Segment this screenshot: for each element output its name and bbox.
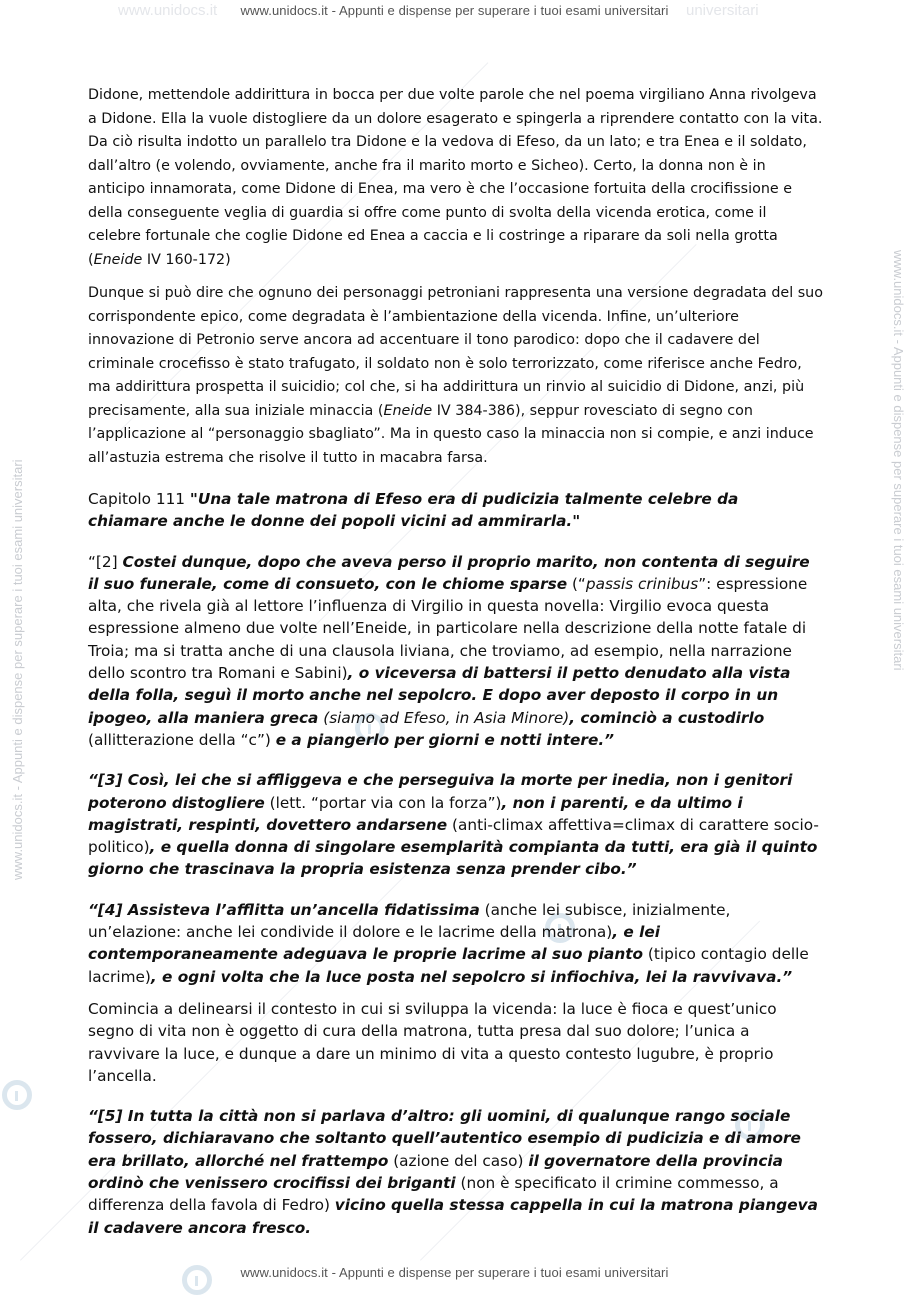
latin-quote: passis crinibus (585, 574, 699, 593)
chapter-label: Capitolo 111 (88, 490, 190, 508)
translation: e a piangerlo per giorni e notti intere.” (275, 730, 615, 749)
commentary: (non è specificato il crimine commesso, a differenza della favola di Fedro) (88, 1174, 779, 1215)
commentary: ”: espressione alta, che rivela già al lettore l’influenza di Virgilio in questa novella: Virgilio evoca questa espressione almeno due volte nell’Eneide, in particolare nella descrizione della notte fatale di Troia; ma si tratta anche di una clausola liviana, che troviamo, ad esempio, nella narrazione dello scontro tra Romani e Sabini) (88, 574, 808, 683)
commentary: (tipico contagio delle lacrime) (88, 945, 809, 986)
translation: “[4] Assisteva l’afflitta un’ancella fidatissima (88, 900, 480, 919)
watermark-faint-top: www.unidocs.it (118, 2, 218, 19)
section-2 (88, 551, 823, 752)
commentary: (lett. “portar via con la forza”) (264, 793, 502, 812)
watermark-side-left: www.unidocs.it - Appunti e dispense per superare i tuoi esami universitari (10, 459, 25, 880)
translation: “[3] Così, lei che si affliggeva e che perseguiva la morte per inedia, non i genitori poterono distogliere (88, 771, 793, 812)
text: IV 160-172) (142, 251, 231, 268)
watermark-faint-top-right: universitari (686, 2, 759, 19)
translation: , cominciò a custodirlo (569, 708, 765, 727)
section-4 (88, 899, 823, 988)
translation: il governatore della provincia ordinò che venissero crocifissi dei briganti (88, 1151, 783, 1193)
commentary: (allitterazione della “c”) (88, 730, 276, 749)
paragraph-didone (88, 84, 823, 272)
work-title: Eneide (93, 251, 143, 268)
footer-watermark: www.unidocs.it - Appunti e dispense per superare i tuoi esami universitari (240, 1265, 669, 1280)
text: (“ (567, 574, 586, 593)
translation: , non i parenti, e da ultimo i magistrati, respinti, dovettero andarsene (88, 793, 743, 834)
document-body (88, 84, 823, 1249)
chapter-quote: "Una tale matrona di Efeso era di pudicizia talmente celebre da chiamare anche le donne dei popoli vicini ad ammirarla." (88, 490, 739, 531)
work-title: Eneide (383, 402, 433, 419)
section-5 (88, 1105, 823, 1239)
commentary: (siamo ad Efeso, in Asia Minore) (318, 708, 570, 727)
commentary: (anche lei subisce, inizialmente, un’elazione: anche lei condivide il dolore e le lacrime della matrona) (88, 900, 731, 942)
translation: , o viceversa di battersi il petto denudato alla vista della folla, seguì il morto anche nel sepolcro. E dopo aver deposto il corpo in un ipogeo, alla maniera greca (88, 664, 791, 727)
commentary: (azione del caso) (388, 1151, 529, 1170)
header-watermark: www.unidocs.it - Appunti e dispense per superare i tuoi esami universitari (240, 3, 669, 18)
text: Didone, mettendole addirittura in bocca per due volte parole che nel poema virgiliano Anna rivolgeva a Didone. Ella la vuole distogliere da un dolore esagerato e spingerla a riprendere contatto con la vita. Da ciò risulta indotto un parallelo tra Didone e la vedova di Efeso, da un lato; e tra Enea e il soldato, dall’altro (e volendo, ovviamente, anche fra il marito morto e Sicheo). Certo, la donna non è in anticipo innamorata, come Didone di Enea, ma vero è che l’occasione fortuita della crocifissione e della conseguente veglia di guardia si offre come punto di svolta della vicenda erotica, come il celebre fortunale che coglie Didone ed Enea a caccia e li costringe a riparare da soli nella grotta ( (88, 87, 823, 268)
watermark-logo-icon (2, 1080, 32, 1110)
translation: Costei dunque, dopo che aveva perso il proprio marito, non contenta di seguire il suo funerale, come di consueto, con le chiome sparse (88, 552, 810, 593)
translation: , e lei contemporaneamente adeguava le proprie lacrime al suo pianto (88, 923, 660, 964)
watermark-side-right: www.unidocs.it - Appunti e dispense per superare i tuoi esami universitari (891, 250, 906, 671)
text: Dunque si può dire che ognuno dei personaggi petroniani rappresenta una versione degradata del suo corrispondente epico, come degradata è l’ambientazione della vicenda. Infine, un’ulteriore innovazione di Petronio serve ancora ad accentuare il tono parodico: dopo che il cadavere del criminale crocefisso è stato trafugato, il soldato non è solo terrorizzato, come riferisce anche Fedro, ma addirittura prospetta il suicidio; col che, si ha addirittura un rinvio al suicidio di Didone, anzi, più precisamente, alla sua iniziale minaccia ( (88, 285, 823, 419)
commentary: (anti-climax affettiva=climax di carattere socio-politico) (88, 815, 819, 857)
section-4-comment: Comincia a delinearsi il contesto in cui si sviluppa la vicenda: la luce è fioca e quest’unico segno di vita non è oggetto di cura della matrona, tutta presa dal suo dolore; l’unica a ravvivare la luce, e dunque a dare un minimo di vita a questo contesto lugubre, è proprio l’ancella. (88, 999, 777, 1085)
translation: , e quella donna di singolare esemplarità compianta da tutti, era già il quinto giorno che trascinava la propria esistenza senza prender cibo.” (88, 838, 818, 879)
section-3 (88, 769, 823, 880)
translation: , e ogni volta che la luce posta nel sepolcro si infiochiva, lei la ravvivava.” (150, 967, 793, 986)
text: IV 384-386), seppur rovesciato di segno con l’applicazione al “personaggio sbagliato”. Ma in questo caso la minaccia non si compie, e anzi induce all’astuzia estrema che risolve il tutto in macabra farsa. (88, 402, 814, 466)
translation: “[5] In tutta la città non si parlava d’altro: gli uomini, di qualunque rango sociale fossero, dichiaravano che soltanto quell’autentico esempio di pudicizia e di amore era brillato, allorché nel frattempo (88, 1107, 801, 1170)
text: “[2] (88, 552, 123, 571)
paragraph-degradata (88, 282, 823, 470)
translation: vicino quella stessa cappella in cui la matrona piangeva il cadavere ancora fresco. (88, 1196, 818, 1237)
chapter-heading (88, 488, 823, 533)
